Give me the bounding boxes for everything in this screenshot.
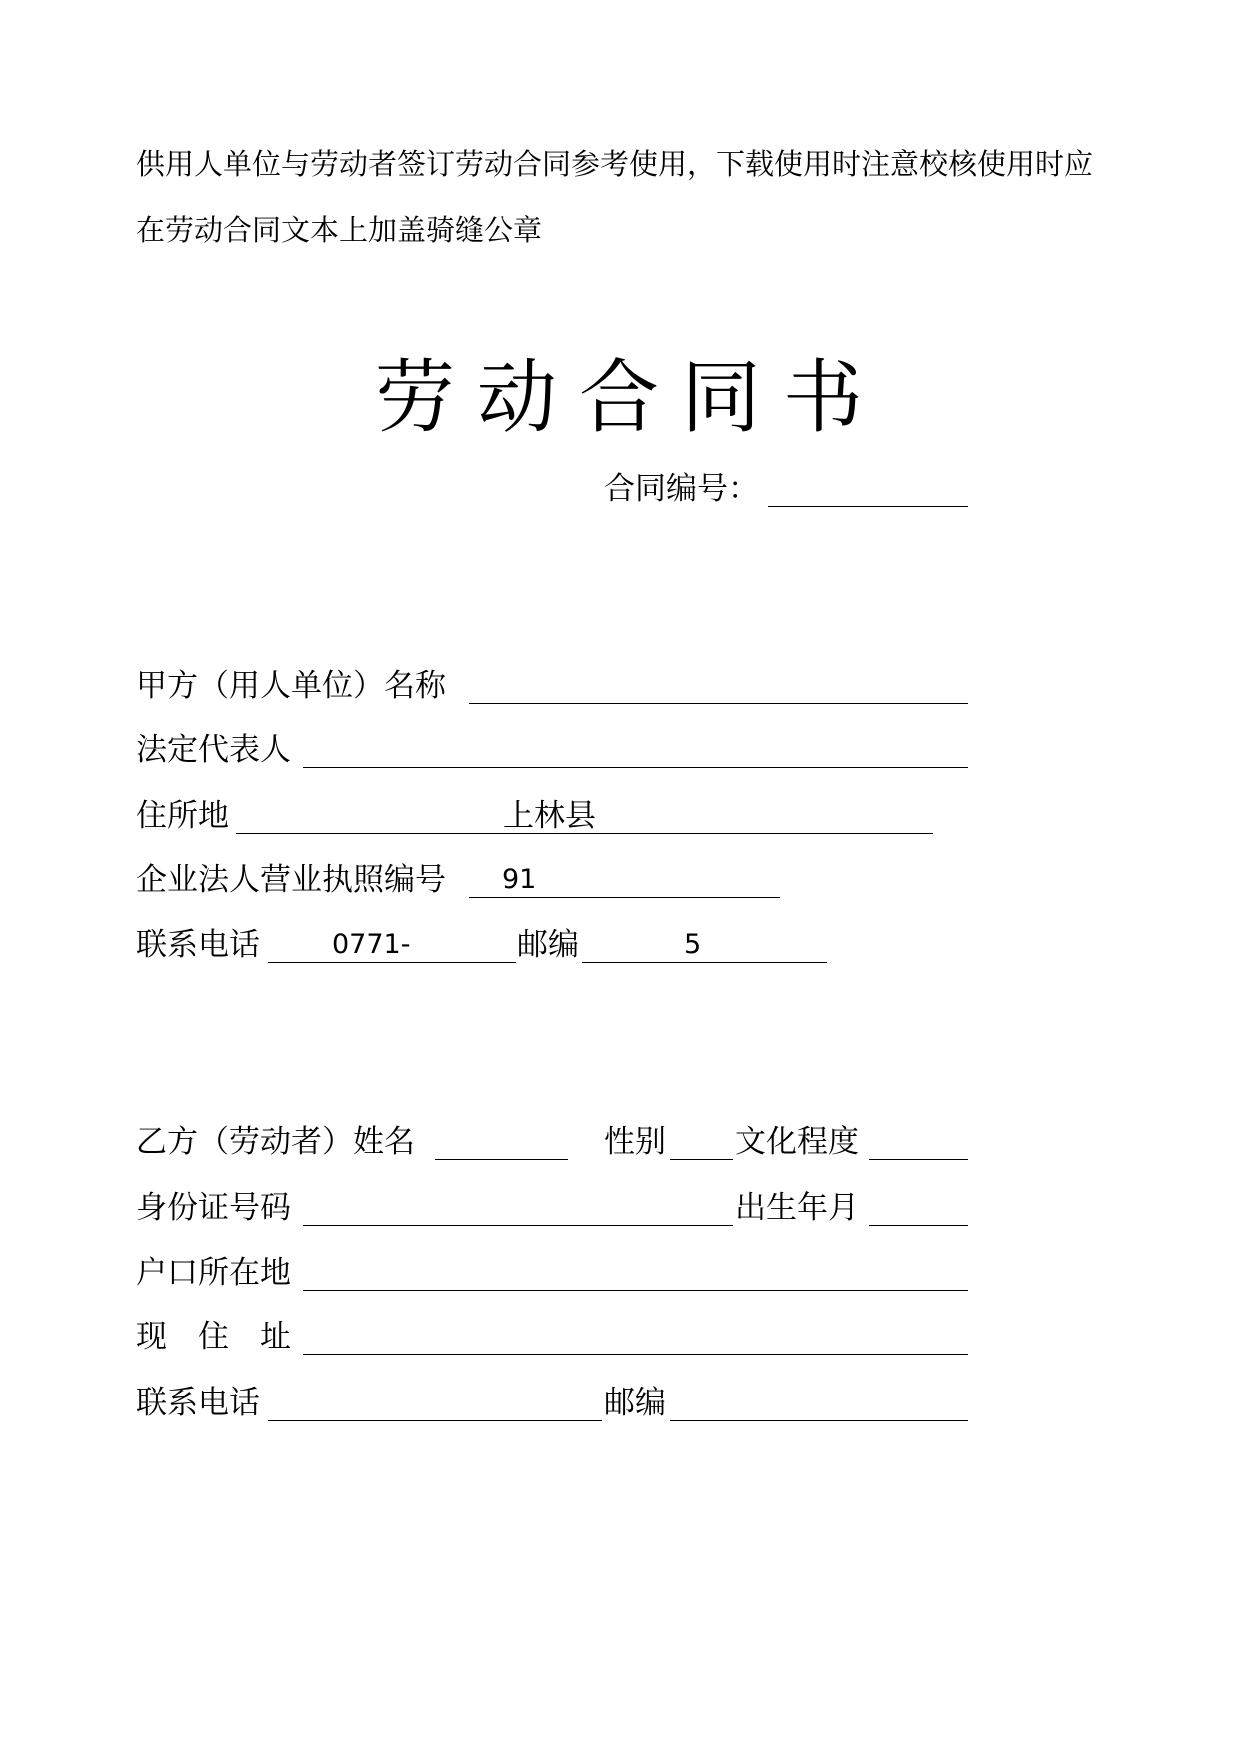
party-a-name-label: 甲方（用人单位）名称 bbox=[136, 668, 446, 704]
party-b-name-label: 乙方（劳动者）姓名 bbox=[136, 1124, 415, 1160]
party-b-address-label: 现 住 址 bbox=[136, 1319, 291, 1355]
party-b-education-label: 文化程度 bbox=[735, 1124, 859, 1160]
usage-note-line-2: 在劳动合同文本上加盖骑缝公章 bbox=[136, 213, 543, 247]
party-a-phone-value: 0771- bbox=[332, 929, 411, 960]
party-b-gender-field[interactable] bbox=[670, 1159, 733, 1160]
contract-number-field[interactable] bbox=[768, 506, 968, 507]
contract-number-label: 合同编号： bbox=[604, 471, 759, 507]
party-b-postcode-label: 邮编 bbox=[604, 1385, 666, 1421]
party-b-id-label: 身份证号码 bbox=[136, 1190, 291, 1226]
legal-representative-field[interactable] bbox=[303, 767, 968, 768]
party-b-hukou-label: 户口所在地 bbox=[136, 1255, 291, 1291]
party-b-phone-label: 联系电话 bbox=[136, 1385, 260, 1421]
party-a-postcode-value: 5 bbox=[684, 929, 702, 960]
party-a-postcode-label: 邮编 bbox=[517, 927, 579, 963]
party-b-education-field[interactable] bbox=[869, 1159, 968, 1160]
party-b-birth-label: 出生年月 bbox=[735, 1190, 859, 1226]
party-b-phone-field[interactable] bbox=[268, 1420, 602, 1421]
party-b-id-field[interactable] bbox=[303, 1225, 733, 1226]
usage-note-line-1: 供用人单位与劳动者签订劳动合同参考使用，下载使用时注意校核使用时应 bbox=[136, 147, 1094, 181]
legal-representative-label: 法定代表人 bbox=[136, 732, 291, 768]
party-a-address-value: 上林县 bbox=[503, 798, 596, 834]
party-b-hukou-field[interactable] bbox=[303, 1290, 968, 1291]
party-a-address-label: 住所地 bbox=[136, 798, 229, 834]
business-license-label: 企业法人营业执照编号 bbox=[136, 862, 446, 898]
party-b-name-field[interactable] bbox=[435, 1159, 568, 1160]
party-b-address-field[interactable] bbox=[303, 1354, 968, 1355]
party-b-gender-label: 性别 bbox=[604, 1124, 666, 1160]
party-b-birth-field[interactable] bbox=[869, 1225, 968, 1226]
document-title: 劳动合同书 bbox=[375, 351, 885, 444]
party-b-postcode-field[interactable] bbox=[670, 1420, 968, 1421]
party-a-phone-label: 联系电话 bbox=[136, 927, 260, 963]
party-a-postcode-field[interactable] bbox=[582, 962, 827, 963]
party-a-name-field[interactable] bbox=[469, 703, 968, 704]
business-license-value: 91 bbox=[502, 864, 537, 895]
